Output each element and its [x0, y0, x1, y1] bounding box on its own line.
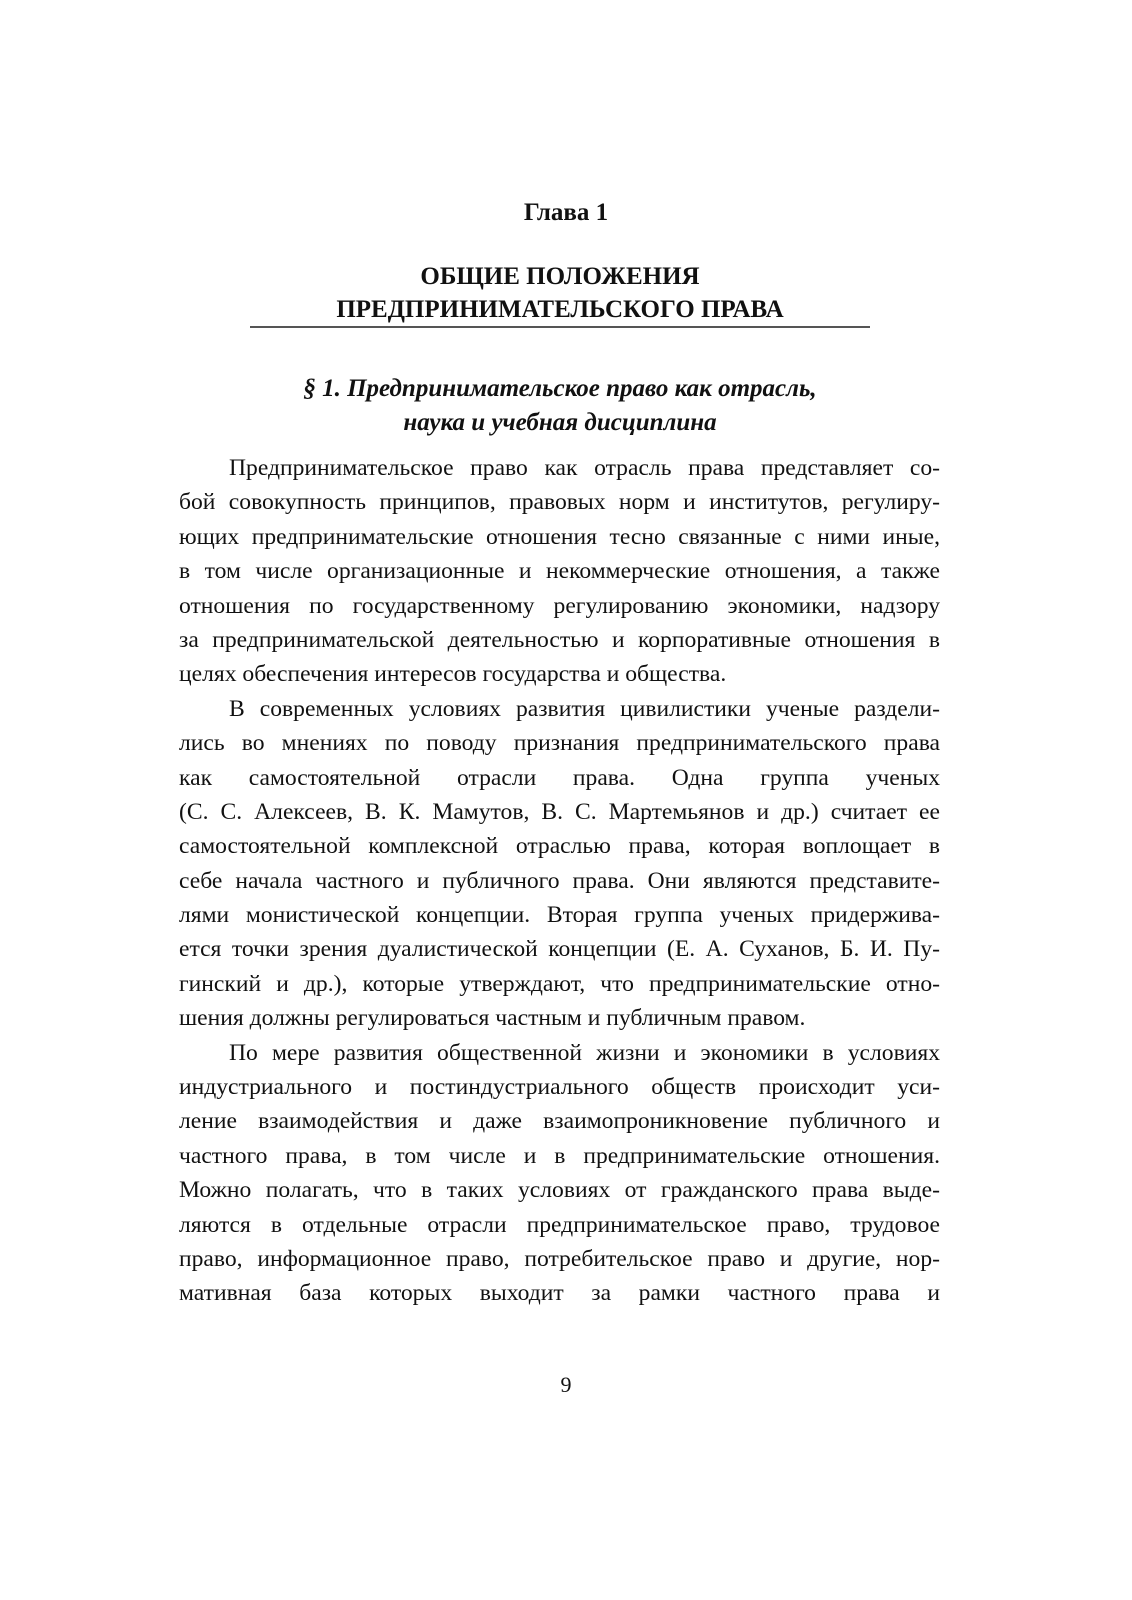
- paragraph-line: лись во мнениях по поводу признания предпринимательского права: [179, 730, 940, 757]
- paragraph-line: (С. С. Алексеев, В. К. Мамутов, В. С. Мартемьянов и др.) считает ее: [179, 798, 940, 825]
- paragraph: [179, 451, 940, 692]
- paragraph-line: В современных условиях развития цивилистики ученые раздели-: [229, 695, 940, 722]
- section-heading-line: § 1. Предпринимательское право как отрасль,: [303, 375, 817, 402]
- paragraph-line: ется точки зрения дуалистической концепции (Е. А. Суханов, Б. И. Пу-: [179, 936, 940, 963]
- section-heading-line: наука и учебная дисциплина: [403, 409, 717, 436]
- paragraph-line: отношения по государственному регулированию экономики, надзору: [179, 592, 940, 619]
- body-text: [179, 451, 940, 1311]
- paragraph: [179, 1036, 940, 1311]
- paragraph-line: Можно полагать, что в таких условиях от гражданского права выде-: [179, 1177, 940, 1204]
- chapter-title-line: ОБЩИЕ ПОЛОЖЕНИЯ: [420, 263, 700, 290]
- paragraph-line: По мере развития общественной жизни и экономики в условиях: [229, 1039, 940, 1066]
- paragraph-line: за предпринимательской деятельностью и корпоративные отношения в: [179, 626, 940, 653]
- paragraph-line: Предпринимательское право как отрасль права представляет со-: [229, 455, 940, 481]
- chapter-title: [250, 260, 870, 326]
- paragraph-line: право, информационное право, потребительское право и другие, нор-: [179, 1245, 940, 1272]
- paragraph-line: себе начала частного и публичного права. Они являются представите-: [179, 867, 940, 894]
- paragraph-line: ющих предпринимательские отношения тесно связанные с ними иные,: [179, 523, 940, 550]
- paragraph-line: как самостоятельной отрасли права. Одна группа ученых: [179, 764, 940, 791]
- paragraph-line: мативная база которых выходит за рамки частного права и: [179, 1280, 940, 1307]
- section-heading: [180, 372, 940, 440]
- paragraph-line: целях обеспечения интересов государства и общества.: [179, 661, 727, 688]
- paragraph-line: в том числе организационные и некоммерческие отношения, а также: [179, 558, 940, 585]
- paragraph-line: самостоятельной комплексной отраслью права, которая воплощает в: [179, 833, 940, 860]
- paragraph-line: бой совокупность принципов, правовых норм и институтов, регулиру-: [179, 489, 940, 516]
- paragraph-line: индустриального и постиндустриального обществ происходит уси-: [179, 1074, 940, 1101]
- chapter-label: Глава 1: [523, 199, 609, 226]
- paragraph-line: ляются в отдельные отрасли предпринимательское право, трудовое: [179, 1211, 940, 1238]
- paragraph: [179, 692, 940, 1036]
- paragraph-line: частного права, в том числе и в предпринимательские отношения.: [179, 1142, 940, 1169]
- page-number: 9: [560, 1372, 572, 1397]
- chapter-title-line: ПРЕДПРИНИМАТЕЛЬСКОГО ПРАВА: [336, 296, 784, 323]
- title-divider: [250, 326, 870, 328]
- paragraph-line: лями монистической концепции. Вторая группа ученых придержива-: [179, 902, 940, 929]
- paragraph-line: гинский и др.), которые утверждают, что предпринимательские отно-: [179, 970, 940, 997]
- paragraph-line: шения должны регулироваться частным и публичным правом.: [179, 1005, 806, 1032]
- paragraph-line: ление взаимодействия и даже взаимопроникновение публичного и: [179, 1108, 940, 1135]
